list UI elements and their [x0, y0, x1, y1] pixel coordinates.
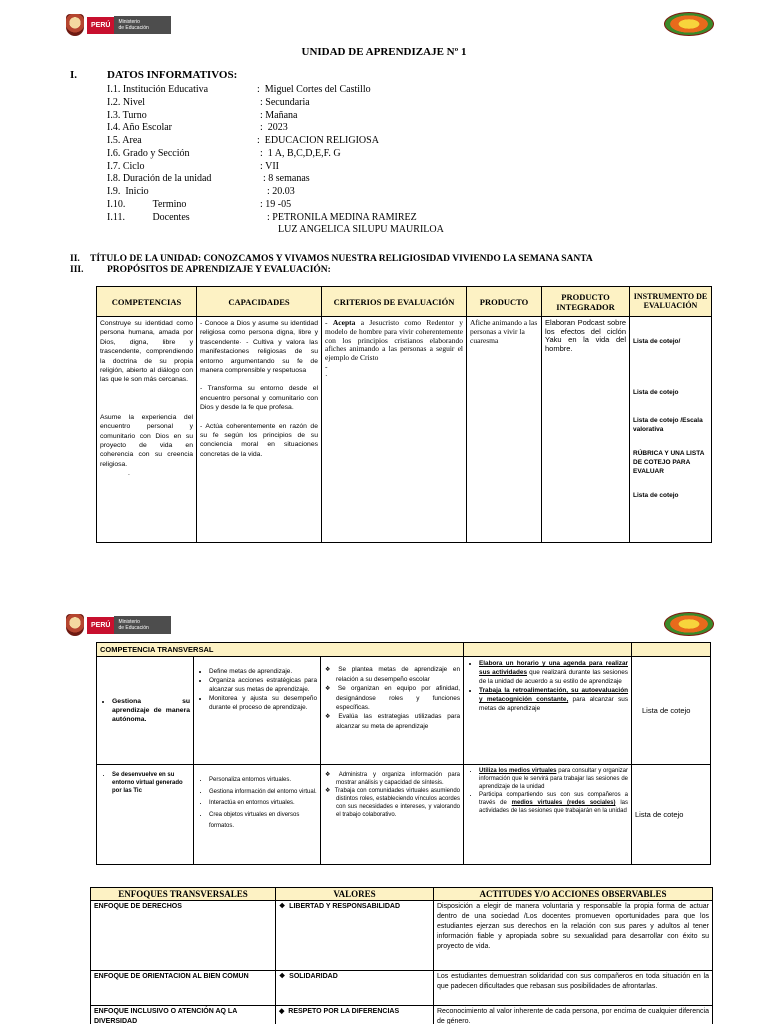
- enfoque-derechos: ENFOQUE DE DERECHOS: [91, 901, 276, 971]
- school-logo: [664, 12, 714, 36]
- instrumento-cell: Lista de cotejo/ Lista de cotejo Lista de cotejo /Escala valorativa RÚBRICA Y UNA LISTA DE COTEJO PARA EVALUAR Lista de cotejo: [630, 317, 712, 543]
- peru-label: PERÚ: [87, 17, 114, 34]
- section-1-label: DATOS INFORMATIVOS:: [107, 69, 238, 81]
- peru-label: PERÚ: [87, 617, 114, 634]
- info-value: LUZ ANGELICA SILUPU MAURILOA: [278, 224, 444, 236]
- criteria-virtual: ❖ Administra y organiza información para mostrar análisis y capacidad de síntesis. ❖ Trabaja con comunidades virtuales asumiendo distintos roles, estableciendo vínculos acordes con sus necesidades e intereses, y valorando el trabajo colaborativo.: [321, 765, 464, 865]
- criterios-cell: - Acepta a Jesucristo como Redentor y modelo de hombre para vivir coherentemente con los principios cristianos elaborando afiches animando a las personas a seguir el ejemplo de Cristo - ·: [322, 317, 467, 543]
- valor-respeto: ◆ RESPETO POR LA DIFERENCIAS: [276, 1006, 434, 1024]
- valor-libertad: ❖ LIBERTAD Y RESPONSABILIDAD: [276, 901, 434, 971]
- info-label: I.1. Institución Educativa: [107, 84, 209, 95]
- info-label: I.3. Turno: [107, 109, 147, 121]
- purposes-table: [96, 286, 712, 543]
- info-value: : Secundaria: [260, 96, 310, 108]
- info-value: : 2023: [260, 122, 288, 134]
- producto-integrador-cell: Elaboran Podcast sobre los efectos del ciclón Yaku en la vida del hombre.: [542, 317, 630, 543]
- info-label: I.6. Grado y Sección: [107, 147, 190, 159]
- competency-virtual: • Se desenvuelve en su entorno virtual generado por las Tic: [97, 765, 194, 865]
- diamond-bullet-icon: ❖: [279, 903, 290, 910]
- enfoque-bien-comun: ENFOQUE DE ORIENTACION AL BIEN COMUN: [91, 971, 276, 1006]
- section-1-number: I.: [70, 69, 78, 81]
- info-value: : 1 A, B,C,D,E,F. G: [260, 147, 341, 159]
- page-title: UNIDAD DE APRENDIZAJE Nº 1: [301, 46, 467, 58]
- info-value: : 8 semanas: [263, 173, 310, 185]
- transversal-header: COMPETENCIA TRANSVERSAL: [97, 643, 464, 657]
- actitud-inclusivo: Reconocimiento al valor inherente de cada persona, por encima de cualquier diferencia de género.: [434, 1006, 713, 1024]
- info-label: I.11. Docentes: [107, 211, 190, 223]
- header-competencias: COMPETENCIAS: [97, 287, 197, 317]
- transversal-competency-table: [96, 642, 711, 865]
- info-value: : 19 -05: [260, 198, 292, 210]
- unit-title: TÍTULO DE LA UNIDAD: CONOZCAMOS Y VIVAMOS NUESTRA RELIGIOSIDAD VIVIENDO LA SEMANA SANTA: [90, 254, 593, 264]
- capacities-autonomous: • Define metas de aprendizaje. • Organiza acciones estratégicas para alcanzar sus metas de aprendizaje. • Monitorea y ajusta su desempeño durante el proceso de aprendizaje.: [194, 657, 321, 765]
- header-instrumento: INSTRUMENTO DE EVALUACIÓN: [630, 287, 712, 317]
- info-value: : VII: [260, 160, 279, 172]
- info-label: I.9. Inicio: [107, 186, 149, 197]
- actitud-bien-comun: Los estudiantes demuestran solidaridad con sus compañeros en toda situación en la que padecen dificultades que rebasan sus posibilidades de afrontarlas.: [434, 971, 713, 1006]
- minedu-logo-2: [66, 614, 171, 636]
- diamond-bullet-icon: ◆: [279, 1008, 289, 1015]
- school-logo-2: [664, 612, 714, 636]
- page-header: [0, 10, 768, 50]
- peru-seal-icon: [66, 614, 84, 636]
- info-value: : Mañana: [260, 109, 298, 121]
- capacidades-cell: - Conoce a Dios y asume su identidad religiosa como persona digna, libre y trascendente· - Cultiva y valora las manifestaciones religiosas de su entorno argumentando su fe de manera comprensible y respetuosa - Transforma su entorno desde el encuentro personal y comunitario con Dios y desde la fe que profesa. - Actúa coherentemente en razón de su fe según los principios de su conciencia moral en situaciones concretas de la vida.: [197, 317, 322, 543]
- info-label: I.8. Duración de la unidad: [107, 173, 212, 185]
- header-criterios: CRITERIOS DE EVALUACIÓN: [322, 287, 467, 317]
- header-enfoques: ENFOQUES TRANSVERSALES: [91, 888, 276, 901]
- info-value: : PETRONILA MEDINA RAMIREZ: [267, 211, 417, 223]
- actitud-derechos: Disposición a elegir de manera voluntaria y responsable la propia forma de actuar dentro de una sociedad /Los docentes promueven oportunidades para que los estudiantes ejerzan sus derechos en la relación con sus pares y adultos al tener información fiable y apropiada sobre su sexualidad para desarrollar con éxito su proyecto de vida.: [434, 901, 713, 971]
- info-value: : 20.03: [267, 186, 295, 197]
- info-label: I.4. Año Escolar: [107, 122, 172, 134]
- ministry-label: Ministerio de Educación: [114, 16, 170, 34]
- info-label: I.5. Area: [107, 135, 142, 146]
- competency-autonomous: • Gestiona su aprendizaje de manera autónoma.: [97, 657, 194, 765]
- section-2-number: II.: [70, 254, 80, 264]
- capacities-virtual: • Personaliza entornos virtuales. • Gestiona información del entorno virtual. • Interactúa en entornos virtuales. • Crea objetos virtuales en diversos formatos.: [194, 765, 321, 865]
- enfoque-inclusivo: ENFOQUE INCLUSIVO O ATENCIÓN AQ LA DIVERSIDAD: [91, 1006, 276, 1024]
- header-capacidades: CAPACIDADES: [197, 287, 322, 317]
- criteria-autonomous: ❖ Se plantea metas de aprendizaje en relación a su desempeño escolar ❖ Se organizan en equipo por afinidad, designándose roles y funciones específicas. ❖ Evalúa las estrategias utilizadas para alcanzar su meta de aprendizaje: [321, 657, 464, 765]
- diamond-bullet-icon: ❖: [279, 973, 290, 980]
- transversal-approaches-table: [90, 887, 713, 1024]
- info-value: : Miguel Cortes del Castillo: [257, 84, 371, 95]
- valor-solidaridad: ❖ SOLIDARIDAD: [276, 971, 434, 1006]
- product-virtual: • Utiliza los medios virtuales para consultar y organizar información que le servirá para trabajar las sesiones de aprendizaje de la unidad • Participa compartiendo sus con sus compañeros a través de medios virtuales (redes sociales) las actividades de las sesiones que trabajarán en la unidad: [464, 765, 632, 865]
- header-producto-integrador: PRODUCTO INTEGRADOR: [542, 287, 630, 317]
- producto-cell: Afiche animando a las personas a vivir la cuaresma: [467, 317, 542, 543]
- info-label: I.7. Ciclo: [107, 160, 145, 172]
- section-3-number: III.: [70, 265, 84, 275]
- instrument-autonomous: Lista de cotejo: [632, 657, 711, 765]
- header-valores: VALORES: [276, 888, 434, 901]
- ministry-label: Ministerio de Educación: [114, 616, 170, 634]
- section-3-label: PROPÓSITOS DE APRENDIZAJE Y EVALUACIÓN:: [107, 265, 331, 275]
- info-label: I.10. Termino: [107, 198, 187, 210]
- peru-seal-icon: [66, 14, 84, 36]
- info-label: I.2. Nivel: [107, 96, 146, 108]
- minedu-logo: [66, 14, 171, 36]
- product-autonomous: • Elabora un horario y una agenda para realizar sus actividades que realizará durante las sesiones de la unidad de acuerdo a su estilo de aprendizaje • Trabaja la retroalimentación, su autoevaluación y metacognición constante, para alcanzar sus metas de aprendizaje: [464, 657, 632, 765]
- header-producto: PRODUCTO: [467, 287, 542, 317]
- instrument-virtual: Lista de cotejo: [632, 765, 711, 865]
- header-actitudes: ACTITUDES Y/O ACCIONES OBSERVABLES: [434, 888, 713, 901]
- competencias-cell: Construye su identidad como persona humana, amada por Dios, digna, libre y trascendente, comprendiendo la doctrina de su propia religión, abierto al diálogo con las que le son más cercanas. Asume la experiencia del encuentro personal y comunitario con Dios en su proyecto de vida en coherencia con su creencia religiosa. .: [97, 317, 197, 543]
- info-value: : EDUCACION RELIGIOSA: [257, 135, 379, 146]
